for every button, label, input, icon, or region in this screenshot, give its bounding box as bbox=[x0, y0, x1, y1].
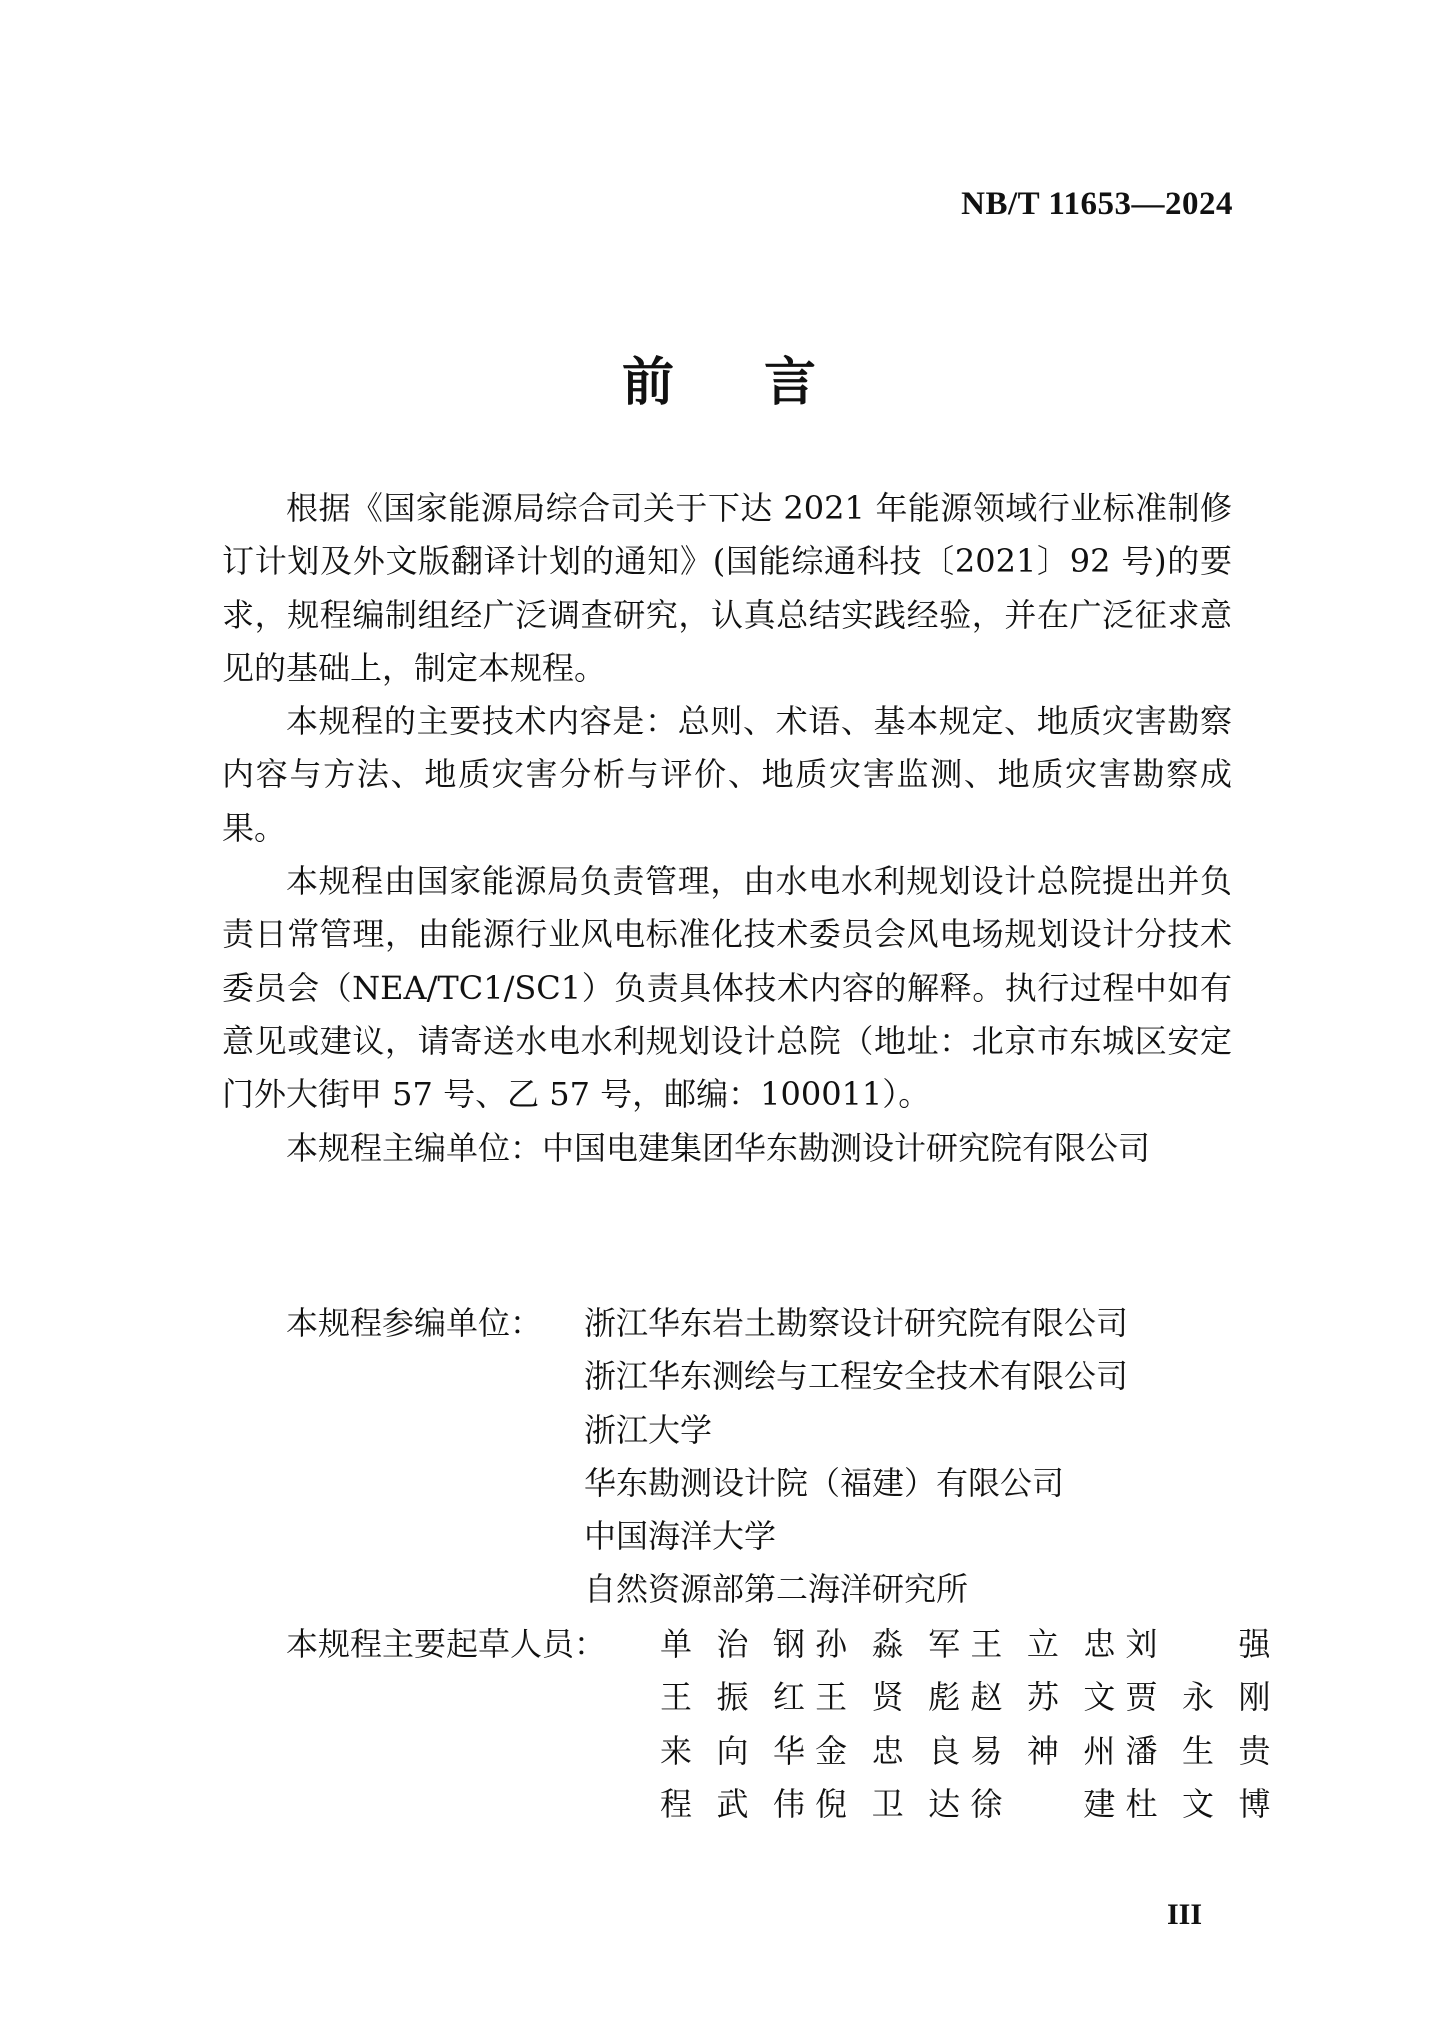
paragraph-basis: 根据《国家能源局综合司关于下达 2021 年能源领域行业标准制修订计划及外文版翻译计划的通知》(国能综通科技〔2021〕92 号)的要求，规程编制组经广泛调查研究，认真总结实践经验，并在广泛征求意见的基础上，制定本规程。 bbox=[222, 489, 1232, 687]
drafters-label: 本规程主要起草人员： bbox=[286, 1625, 607, 1663]
drafter-name: 程武伟 bbox=[660, 1784, 805, 1823]
paragraph-main-content: 本规程的主要技术内容是：总则、术语、基本规定、地质灾害勘察内容与方法、地质灾害分析与评价、地质灾害监测、地质灾害勘察成果。 bbox=[222, 702, 1232, 847]
drafter-name: 倪卫达 bbox=[815, 1784, 961, 1823]
drafter-name: 潘生贵 bbox=[1125, 1731, 1271, 1770]
paragraph-chief-unit: 本规程主编单位：中国电建集团华东勘测设计研究院有限公司 bbox=[286, 1128, 1151, 1167]
participant-unit: 自然资源部第二海洋研究所 bbox=[584, 1570, 969, 1609]
drafter-name: 金忠良 bbox=[815, 1731, 961, 1770]
drafter-name: 徐 建 bbox=[970, 1784, 1116, 1823]
participant-unit: 中国海洋大学 bbox=[584, 1517, 777, 1556]
paragraph-management: 本规程由国家能源局负责管理，由水电水利规划设计总院提出并负责日常管理，由能源行业风电标准化技术委员会风电场规划设计分技术委员会（NEA/TC1/SC1）负责具体技术内容的解释。执行过程中如有意见或建议，请寄送水电水利规划设计总院（地址：北京市东城区安定门外大街甲 57 号、乙 57 号，邮编：100011）。 bbox=[222, 862, 1232, 1114]
drafter-name: 王立忠 bbox=[970, 1625, 1116, 1663]
standard-code: NB/T 11653—2024 bbox=[961, 186, 1233, 222]
drafter-name: 杜文博 bbox=[1125, 1784, 1271, 1823]
participant-unit: 华东勘测设计院（福建）有限公司 bbox=[584, 1463, 1065, 1502]
page-title: 前言 bbox=[621, 352, 906, 413]
drafters-line bbox=[660, 1725, 1271, 1778]
drafter-name: 单治钢 bbox=[660, 1625, 805, 1663]
participants-label: 本规程参编单位： bbox=[286, 1304, 543, 1342]
page-number: III bbox=[1166, 1898, 1202, 1931]
drafter-name: 孙淼军 bbox=[815, 1625, 961, 1663]
drafters-line bbox=[660, 1618, 1271, 1671]
drafter-name: 贾永刚 bbox=[1125, 1678, 1271, 1717]
drafter-name: 王贤彪 bbox=[815, 1678, 961, 1717]
participant-unit: 浙江华东测绘与工程安全技术有限公司 bbox=[584, 1357, 1129, 1396]
drafter-name: 刘 强 bbox=[1125, 1625, 1271, 1663]
drafter-name: 易神州 bbox=[970, 1731, 1116, 1770]
drafters-list bbox=[660, 1618, 1271, 1831]
drafters-line bbox=[660, 1778, 1271, 1831]
drafter-name: 来向华 bbox=[660, 1731, 805, 1770]
preface-body bbox=[222, 482, 1232, 1175]
drafter-name: 王振红 bbox=[660, 1678, 805, 1717]
participant-unit: 浙江大学 bbox=[584, 1410, 713, 1449]
drafters-line bbox=[660, 1671, 1271, 1724]
participant-unit: 浙江华东岩土勘察设计研究院有限公司 bbox=[584, 1304, 1129, 1342]
participant-units-list bbox=[584, 1297, 1128, 1617]
drafter-name: 赵苏文 bbox=[970, 1678, 1116, 1717]
